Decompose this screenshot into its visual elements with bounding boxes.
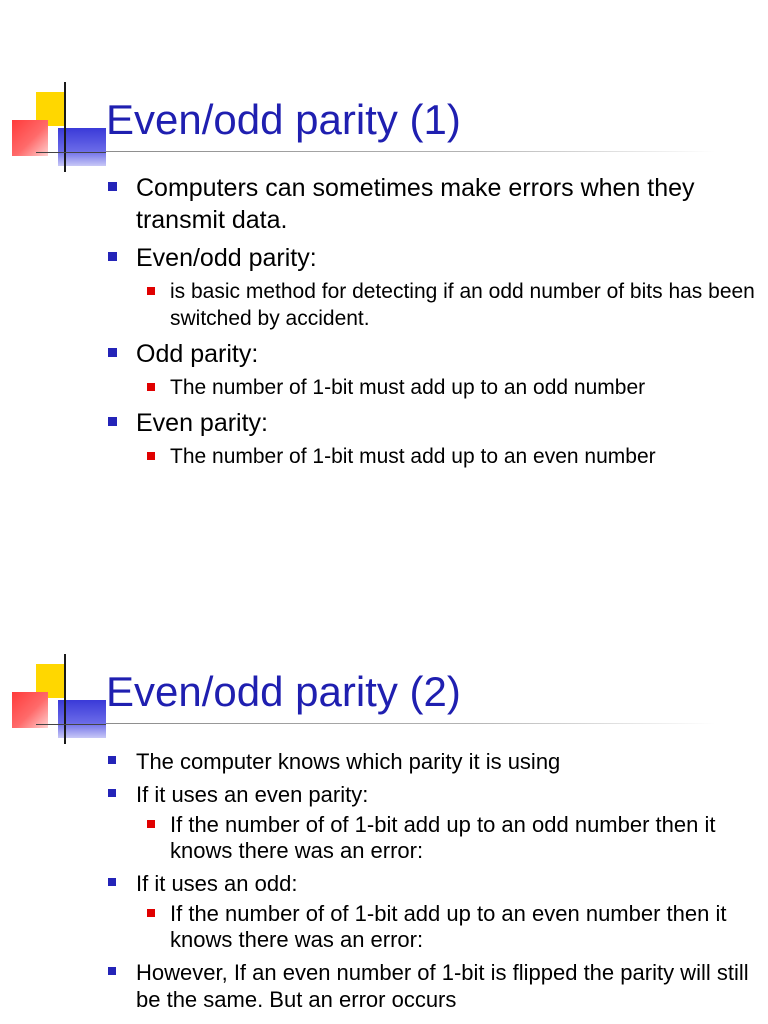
sub-bullet-list <box>136 278 755 332</box>
bullet-text: If it uses an even parity: <box>136 782 369 807</box>
bullet-text: The computer knows which parity it is using <box>136 749 561 774</box>
bullet-text: Computers can sometimes make errors when they transmit data. <box>136 174 695 234</box>
horizontal-rule <box>36 724 106 725</box>
title-underline <box>106 151 716 152</box>
slide-decoration <box>0 572 110 742</box>
sub-bullet-list <box>136 901 755 953</box>
red-square-bullet-icon <box>147 383 155 391</box>
sub-bullet-list <box>136 443 755 470</box>
blue-square-bullet-icon <box>108 967 116 975</box>
blue-square-bullet-icon <box>108 878 116 886</box>
sub-bullet-item <box>136 278 755 332</box>
red-square-bullet-icon <box>147 452 155 460</box>
blue-square-bullet-icon <box>108 252 117 261</box>
bullet-text: Odd parity: <box>136 340 259 368</box>
sub-bullet-text: If the number of of 1-bit add up to an even number then it knows there was an error: <box>170 901 727 952</box>
vertical-rule <box>64 82 66 172</box>
red-square-bullet-icon <box>147 287 155 295</box>
bullet-list <box>105 172 755 476</box>
sub-bullet-list <box>136 374 755 401</box>
bullet-item <box>105 242 755 332</box>
sub-bullet-item <box>136 443 755 470</box>
bullet-item <box>105 748 755 775</box>
bullet-list <box>105 748 755 1019</box>
sub-bullet-item <box>136 812 755 864</box>
red-square-bullet-icon <box>147 820 155 828</box>
blue-square-bullet-icon <box>108 182 117 191</box>
sub-bullet-item <box>136 901 755 953</box>
red-square-bullet-icon <box>147 909 155 917</box>
bullet-text: Even parity: <box>136 409 269 437</box>
sub-bullet-text: If the number of of 1-bit add up to an odd number then it knows there was an error: <box>170 812 716 863</box>
blue-square-bullet-icon <box>108 348 117 357</box>
bullet-text: If it uses an odd: <box>136 871 298 896</box>
slide-title: Even/odd parity (2) <box>106 668 461 715</box>
red-square-shape <box>12 692 48 728</box>
bullet-item <box>105 959 755 1013</box>
sub-bullet-list <box>136 812 755 864</box>
sub-bullet-text: is basic method for detecting if an odd number of bits has been switched by accident. <box>170 280 755 330</box>
slide-title: Even/odd parity (1) <box>106 96 461 143</box>
vertical-rule <box>64 654 66 744</box>
bullet-text: However, If an even number of 1-bit is flipped the parity will still be the same. But an error occurs <box>136 960 749 1012</box>
bullet-text: Even/odd parity: <box>136 244 317 272</box>
bullet-item <box>105 338 755 401</box>
slide-2 <box>0 560 768 1024</box>
red-square-shape <box>12 120 48 156</box>
blue-square-bullet-icon <box>108 756 116 764</box>
blue-square-bullet-icon <box>108 789 116 797</box>
bullet-item <box>105 172 755 236</box>
sub-bullet-text: The number of 1-bit must add up to an odd number <box>170 376 646 399</box>
bullet-item <box>105 407 755 470</box>
blue-square-bullet-icon <box>108 417 117 426</box>
title-underline <box>106 723 716 724</box>
sub-bullet-text: The number of 1-bit must add up to an even number <box>170 445 656 468</box>
bullet-item <box>105 870 755 953</box>
horizontal-rule <box>36 152 106 153</box>
slide-decoration <box>0 0 110 170</box>
sub-bullet-item <box>136 374 755 401</box>
bullet-item <box>105 781 755 864</box>
